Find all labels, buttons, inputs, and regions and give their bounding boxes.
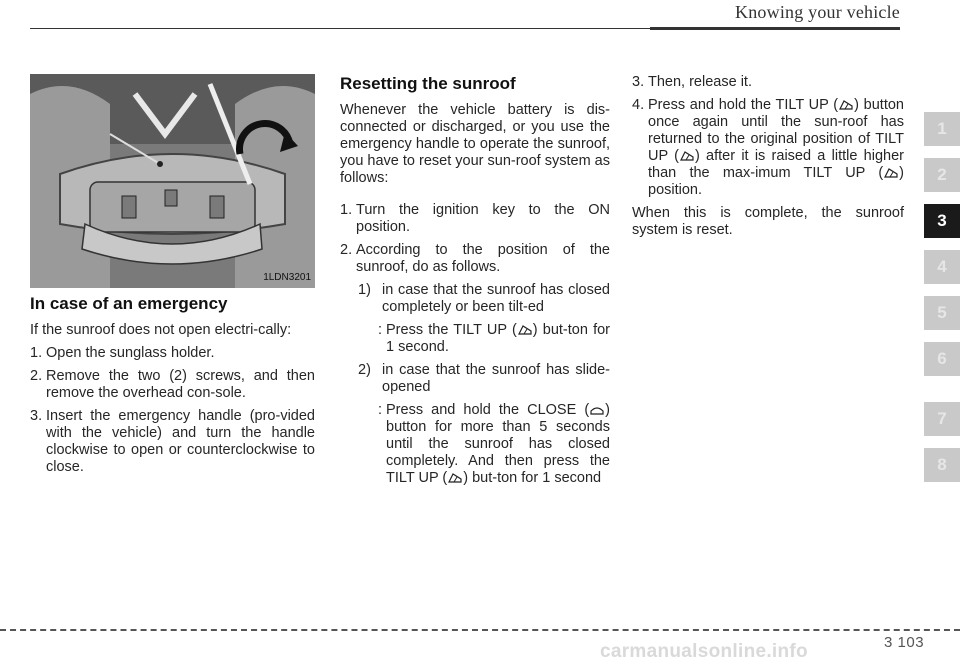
emergency-heading: In case of an emergency xyxy=(30,294,228,313)
step-number: 1. xyxy=(340,202,353,218)
step-number: 3. xyxy=(632,74,645,90)
reset-case xyxy=(340,282,610,316)
resetting-heading: Resetting the sunroof xyxy=(340,74,516,93)
reset-case xyxy=(340,362,610,396)
watermark: carmanualsonline.info xyxy=(600,641,808,660)
step-number: 4. xyxy=(632,97,645,113)
tilt-up-icon xyxy=(839,100,853,110)
reset-step xyxy=(340,202,610,236)
reset-step xyxy=(632,74,904,91)
reset-case-action xyxy=(340,322,610,356)
overhead-console-illustration xyxy=(30,74,315,288)
step-number: 2. xyxy=(30,368,43,384)
case-text: in case that the sunroof has slide-opened xyxy=(382,362,610,395)
resetting-intro: Whenever the vehicle battery is dis-connected or discharged, or you use the emergency handle to operate the sunroof, you have to reset your sun-roof system as follows: xyxy=(340,102,610,186)
chapter-tab-3[interactable]: 3 xyxy=(924,204,960,238)
action-text-b: ) but-ton for 1 second. xyxy=(386,322,610,355)
case-text: in case that the sunroof has closed completely or been tilt-ed xyxy=(382,282,610,315)
reset-step xyxy=(632,97,904,199)
action-text-a: Press and hold the CLOSE ( xyxy=(386,402,590,418)
step-number: 2. xyxy=(340,242,353,258)
chapter-tab-4[interactable]: 4 xyxy=(924,250,960,284)
tilt-up-icon xyxy=(884,168,898,178)
action-colon: : xyxy=(378,402,383,418)
step-text: Open the sunglass holder. xyxy=(46,345,215,361)
tilt-up-icon xyxy=(680,151,694,161)
step-text: Then, release it. xyxy=(648,74,752,90)
action-text-c: ) but-ton for 1 second xyxy=(463,470,602,486)
step-text: Remove the two (2) screws, and then remove the overhead con-sole. xyxy=(46,368,315,401)
reset-case-action xyxy=(340,402,610,487)
action-text-a: Press the TILT UP ( xyxy=(386,322,517,338)
tilt-up-icon xyxy=(518,325,532,335)
column-resetting xyxy=(340,74,610,487)
chapter-tab-6[interactable]: 6 xyxy=(924,342,960,376)
figure-code: 1LDN3201 xyxy=(263,272,311,283)
case-number: 2) xyxy=(358,362,371,378)
column-continued xyxy=(632,74,904,239)
page-number: 3 103 xyxy=(884,634,925,651)
section-title: Knowing your vehicle xyxy=(735,2,900,22)
emergency-step xyxy=(30,368,315,402)
emergency-step xyxy=(30,408,315,476)
action-colon: : xyxy=(378,322,383,338)
step-number: 1. xyxy=(30,345,43,361)
case-number: 1) xyxy=(358,282,371,298)
emergency-step xyxy=(30,345,315,362)
column-emergency xyxy=(30,74,315,476)
chapter-tab-5[interactable]: 5 xyxy=(924,296,960,330)
step-text-b: ) button once again until the sun-roof has returned to the original position of TILT UP ( xyxy=(648,97,904,164)
chapter-tab-8[interactable]: 8 xyxy=(924,448,960,482)
sunroof-console-photo xyxy=(30,74,315,288)
tilt-up-icon xyxy=(448,473,462,483)
step-text-c: ) after it is raised a little higher than the max-imum TILT UP ( xyxy=(648,148,904,181)
header-rule-accent xyxy=(650,27,900,30)
emergency-intro: If the sunroof does not open electri-cally: xyxy=(30,322,292,338)
action-text-b: ) button for more than 5 seconds until the sunroof has closed completely. And then press the TILT UP ( xyxy=(386,402,610,486)
step-text: According to the position of the sunroof, do as follows. xyxy=(356,242,610,275)
close-icon xyxy=(590,405,604,415)
chapter-tab-2[interactable]: 2 xyxy=(924,158,960,192)
step-text: Turn the ignition key to the ON position. xyxy=(356,202,610,235)
step-text: Insert the emergency handle (pro-vided with the vehicle) and turn the handle clockwise to open or counterclockwise to close. xyxy=(46,408,315,475)
closing-note: When this is complete, the sunroof system is reset. xyxy=(632,205,904,238)
step-number: 3. xyxy=(30,408,43,424)
step-text-a: Press and hold the TILT UP ( xyxy=(648,97,839,113)
footer-rule xyxy=(0,629,960,631)
chapter-tab-7[interactable]: 7 xyxy=(924,402,960,436)
chapter-tab-1[interactable]: 1 xyxy=(924,112,960,146)
reset-step xyxy=(340,242,610,276)
step-text-d: ) position. xyxy=(648,165,904,198)
